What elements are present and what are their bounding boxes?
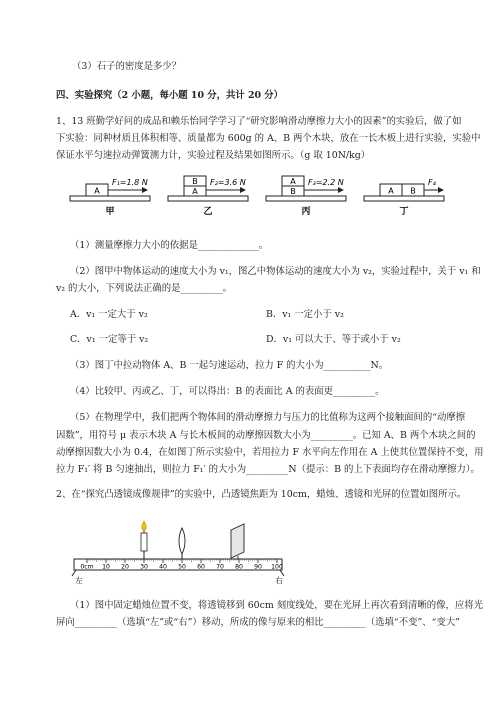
option-b: B．v₁ 一定小于 v₂ — [266, 309, 344, 320]
figure-jia — [70, 178, 150, 217]
option-c: C．v₁ 一定等于 v₂ — [70, 334, 149, 345]
p1-question-1: （1）测量摩擦力大小的依据是_____________。 — [70, 240, 269, 251]
problem2-line1: 2、在“探究凸透镜成像规律”的实验中，凸透镜焦距为 10cm，蜡烛、透镜和光屏的位置如图所示。 — [56, 489, 467, 500]
p1-question-5-line1: （5）在物理学中，我们把两个物体间的滑动摩擦力与压力的比值称为这两个接触面间的“动摩擦 — [70, 412, 466, 423]
arrow-head — [142, 187, 148, 193]
figure-caption: 甲 — [105, 207, 115, 217]
question-3-density: （3）石子的密度是多少？ — [72, 61, 182, 72]
option-a: A．v₁ 一定大于 v₂ — [70, 309, 148, 320]
scale-label: 10 — [102, 563, 110, 571]
option-d: D．v₁ 可以大于、等于或小于 v₂ — [266, 334, 401, 345]
section-heading: 四、实验探究（2 小题，每小题 10 分，共计 20 分） — [56, 90, 284, 101]
block-label: B — [192, 177, 198, 186]
convex-lens — [179, 528, 185, 559]
force-label: F₂=3.6 N — [210, 178, 246, 187]
block-label: A — [94, 186, 100, 196]
figure-caption: 丁 — [399, 207, 409, 217]
bench-right-label: 右 — [275, 576, 283, 585]
scale-label: 40 — [159, 563, 167, 571]
scale-label: 30 — [140, 563, 148, 571]
board — [70, 196, 150, 201]
light-screen — [231, 524, 244, 559]
candle-body — [141, 533, 147, 551]
board — [266, 196, 346, 201]
p1-question-3: （3）图丁中拉动物体 A、B 一起匀速运动，拉力 F 的大小为__________N。 — [70, 360, 389, 371]
p1-question-2-line1: （2）图甲中物体运动的速度大小为 v₁，图乙中物体运动的速度大小为 v₂，实验过程中，关于 v₁ 和 — [70, 266, 481, 277]
candle — [141, 521, 147, 559]
p1-question-4: （4）比较甲、丙或乙、丁，可以得出：B 的表面比 A 的表面更_________。 — [70, 386, 385, 397]
force-label: F₃=2.2 N — [308, 178, 344, 187]
p2-question-1-line1: （1）图中固定蜡烛位置不变，将透镜移到 60cm 刻度线处，要在光屏上再次看到清晰的像，应将光 — [70, 600, 483, 611]
optical-bench-figure — [66, 518, 296, 586]
scale-label: 60 — [197, 563, 205, 571]
block-label: A — [290, 177, 296, 186]
scale-label: 0cm — [80, 563, 94, 571]
figure-ding — [364, 178, 444, 217]
block-label: A — [388, 186, 394, 196]
scale-label: 100 — [271, 563, 283, 571]
scale-label: 80 — [235, 563, 243, 571]
scale-label: 20 — [121, 563, 129, 571]
arrow-head — [338, 187, 344, 193]
problem1-line3: 保证水平匀速拉动弹簧测力计，实验过程及结果如图所示。（g 取 10N/kg） — [56, 150, 371, 161]
scale-label: 90 — [254, 563, 262, 571]
board — [364, 196, 444, 201]
problem1-line1: 1、13 班勤学好问的成品和赖乐怡同学学习了“研究影响滑动摩擦力大小的因素”的实验后，做了如 — [56, 116, 462, 127]
force-label: F₄ — [428, 178, 436, 187]
block-label: B — [290, 187, 296, 196]
scale-label: 70 — [216, 563, 224, 571]
figure-caption: 乙 — [203, 207, 213, 217]
figure-yi — [168, 176, 248, 217]
p1-question-5-line4: 拉力 F₁′ 将 B 匀速抽出，则拉力 F₁′ 的大小为_________N（提示：B 的上下表面均存在滑动摩擦力）。 — [56, 464, 480, 475]
force-label: F₁=1.8 N — [112, 178, 148, 187]
p2-question-1-line2: 屏向_________（选填“左”或“右”）移动，所成的像与原来的相比_________（选填“不变”、“变大” — [56, 617, 460, 628]
screen-icon — [231, 524, 244, 558]
flame-icon — [142, 521, 147, 531]
figure-bing — [266, 176, 346, 217]
bench-left-label: 左 — [75, 576, 83, 585]
board — [168, 196, 248, 201]
arrow-head — [438, 187, 444, 193]
friction-experiment-figures — [68, 170, 448, 220]
lens-icon — [179, 528, 185, 554]
block-label: B — [410, 186, 416, 196]
p1-question-2-line2: v₂ 的大小，下列说法正确的是_________。 — [56, 283, 233, 294]
block-label: A — [192, 187, 198, 196]
arrow-head — [240, 187, 246, 193]
figure-caption: 丙 — [301, 207, 311, 217]
problem1-line2: 下实验：同种材质且体积相等、质量都为 600g 的 A、B 两个木块，放在一长木板上进行实验，实验中 — [56, 133, 481, 144]
p1-question-5-line2: 因数”，用符号 μ 表示木块 A 与长木板间的动摩擦因数大小为_________。已知 A、B 两个木块之间的 — [56, 430, 476, 441]
scale-label: 50 — [178, 563, 186, 571]
p1-question-5-line3: 动摩擦因数大小为 0.4，在如图丁所示实验中，若用拉力 F 水平向左作用在 A 上使其位置保持不变，用 — [56, 447, 484, 458]
